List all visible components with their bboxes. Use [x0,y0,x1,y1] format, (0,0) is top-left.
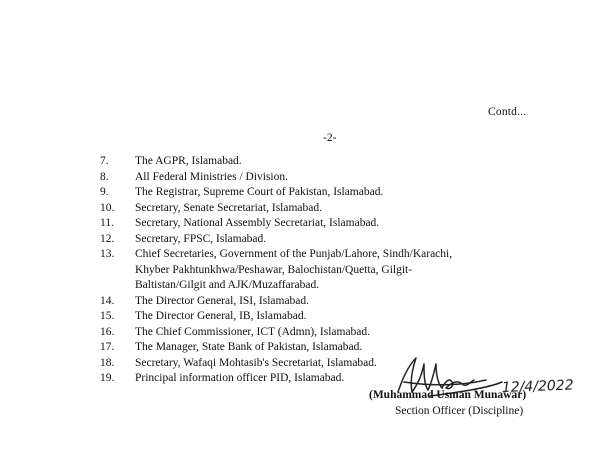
item-number: 7. [100,155,109,167]
item-number: 17. [100,341,115,353]
list-item [0,201,608,217]
item-text: All Federal Ministries / Division. [135,170,289,183]
item-text: Secretary, Senate Secretariat, Islamabad. [135,201,322,214]
item-text: Secretary, National Assembly Secretariat, Islamabad. [135,217,380,229]
signature-block [360,352,590,452]
item-text: The Director General, ISI, Islamabad. [135,294,310,307]
item-number: 12. [100,232,115,245]
item-text: The Chief Commissioner, ICT (Admn), Islamabad. [135,325,371,338]
signatory-name: (Muhammad Usman Munawar) [369,389,527,401]
item-text: Principal information officer PID, Islamabad. [135,372,345,384]
item-text: The Director General, IB, Islamabad. [135,310,307,322]
list-item [0,247,608,294]
item-number: 14. [100,294,115,307]
item-number: 8. [100,170,109,183]
item-text: The AGPR, Islamabad. [135,155,242,167]
handwritten-date: 12/4/2022 [501,377,574,396]
item-number: 18. [100,356,115,369]
list-item [0,170,608,186]
item-number: 19. [100,372,115,384]
item-text: The Manager, State Bank of Pakistan, Islamabad. [135,341,363,353]
item-number: 13. [100,248,115,260]
list-item [0,185,608,201]
item-text: Secretary, FPSC, Islamabad. [135,232,267,245]
item-number: 16. [100,325,115,338]
page-number: -2- [323,132,337,144]
item-text: Chief Secretaries, Government of the Punjab/Lahore, Sindh/Karachi, Khyber Pakhtunkhwa/Peshawar, Balochistan/Quetta, Gilgit-Baltistan/Gilgit and AJK/Muzaffarabad. [135,248,453,291]
item-number: 11. [100,217,114,229]
list-item [0,154,608,170]
item-number: 9. [100,186,109,198]
list-item [0,232,608,248]
item-number: 15. [100,310,115,322]
list-item [0,309,608,325]
item-text: The Registrar, Supreme Court of Pakistan, Islamabad. [135,186,384,198]
item-number: 10. [100,201,115,214]
list-item [0,216,608,232]
signatory-designation: Section Officer (Discipline) [395,405,524,417]
list-item [0,294,608,310]
list-item [0,325,608,341]
continued-marker: Contd... [488,106,527,118]
item-text: Secretary, Wafaqi Mohtasib's Secretariat, Islamabad. [135,356,377,369]
